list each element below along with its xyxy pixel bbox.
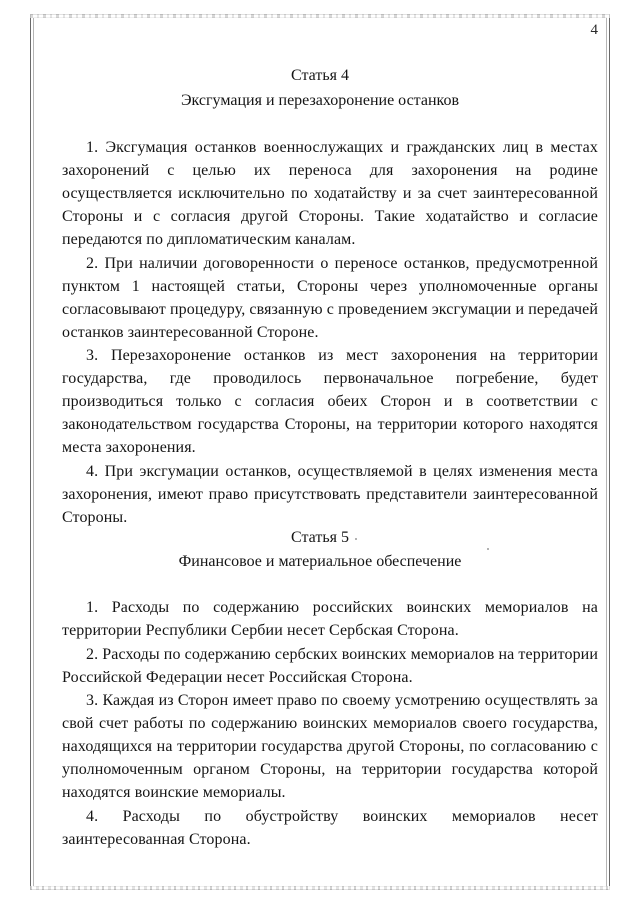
article-4-subtitle: Эксгумация и перезахоронение останков xyxy=(180,92,460,109)
article-5-paragraph-2: 2. Расходы по содержанию сербских воинских мемориалов на территории Российской Федерации несет Российская Сторона. xyxy=(62,646,598,687)
article-5-paragraph-4: 4. Расходы по обустройству воинских мемориалов несет заинтересованная Сторона. xyxy=(62,808,598,849)
article-5-paragraph-1: 1. Расходы по содержанию российских воинских мемориалов на территории Республики Сербии несет Сербская Сторона. xyxy=(62,599,598,640)
article-4-paragraph-4: 4. При эксгумации останков, осуществляемой в целях изменения места захоронения, имеют право присутствовать представители заинтересованной Стороны. xyxy=(62,463,598,527)
article-5-subtitle: Финансовое и материальное обеспечение xyxy=(178,553,462,570)
article-4-paragraph-1: 1. Эксгумация останков военнослужащих и гражданских лиц в местах захоронений с целью их переноса для захоронения на родине осуществляется исключительно по ходатайству и за счет заинтересованной Стороны и с согласия другой Стороны. Такие ходатайство и согласие передаются по дипломатическим каналам. xyxy=(62,139,598,249)
scan-speck xyxy=(355,538,357,540)
page-number: 4 xyxy=(590,22,598,38)
article-4-paragraph-3: 3. Перезахоронение останков из мест захоронения на территории государства, где проводилось первоначальное погребение, будет производиться только с согласия обеих Сторон и в соответствии с законодательством государства Стороны, на территории которого находятся места захоронения. xyxy=(62,347,598,457)
scan-edge-bottom xyxy=(30,886,610,890)
article-5-paragraph-3: 3. Каждая из Сторон имеет право по своему усмотрению осуществлять за свой счет работы по содержанию воинских мемориалов своего государства, находящихся на территории государства другой Стороны, по согласованию с уполномоченным органом Стороны, на территории государства которой находятся воинские мемориалы. xyxy=(62,692,598,802)
scan-edge-top xyxy=(30,14,610,18)
article-5-title: Статья 5 xyxy=(291,529,349,546)
article-4-paragraph-2: 2. При наличии договоренности о переносе останков, предусмотренной пунктом 1 настоящей статьи, Стороны через уполномоченные органы согласовывают процедуру, связанную с проведением эксгумации и передачей останков заинтересованной Стороне. xyxy=(62,255,598,342)
article-4-title: Статья 4 xyxy=(291,67,349,84)
scan-speck xyxy=(487,548,489,550)
